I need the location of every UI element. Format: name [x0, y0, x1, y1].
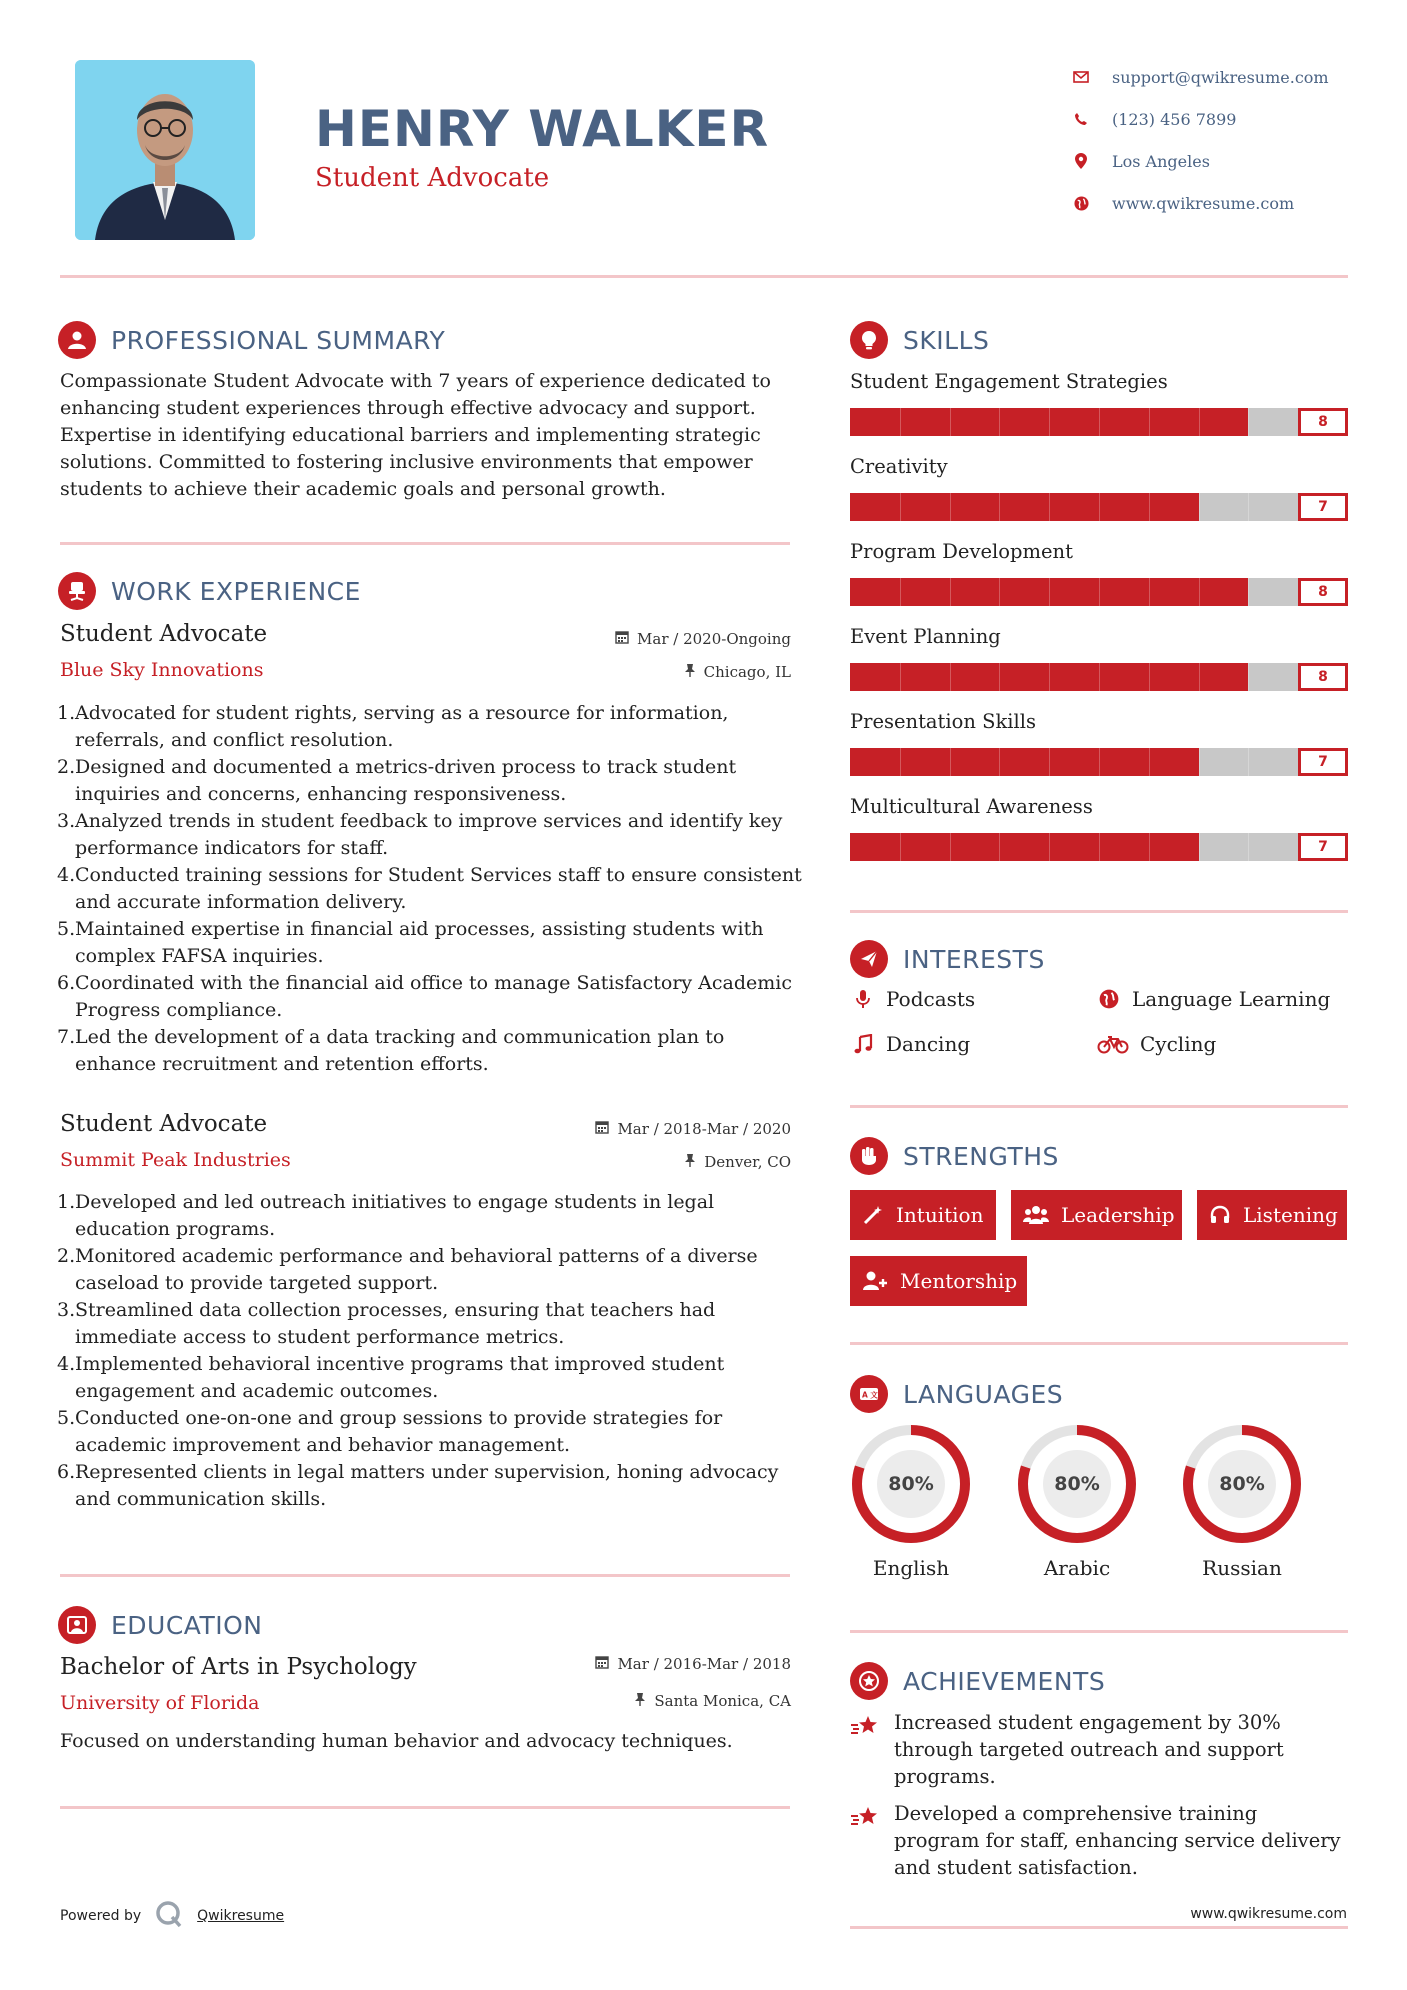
- pushpin-icon: [684, 663, 696, 681]
- footer-powered-by: [60, 1900, 284, 1932]
- skills-heading: [850, 321, 989, 359]
- calendar-icon: [595, 1120, 609, 1138]
- calendar-icon: [595, 1655, 609, 1673]
- paper-plane-icon: [850, 940, 888, 978]
- list-item: Coordinated with the financial aid office to manage Satisfactory Academic Progress compliance.: [75, 972, 793, 1021]
- job-1-location: [684, 663, 791, 681]
- languages-heading: [850, 1375, 1063, 1413]
- list-item: Analyzed trends in student feedback to improve services and identify key performance indicators for staff.: [75, 810, 783, 859]
- skill-bar: [850, 408, 1348, 436]
- skill-bar-segment: [1149, 748, 1150, 776]
- skill-bar-fill: [850, 748, 1199, 776]
- skill-score: 7: [1298, 493, 1348, 521]
- skill-score: 8: [1298, 663, 1348, 691]
- skill-label: Event Planning: [850, 625, 1001, 648]
- globe-icon: [1070, 192, 1092, 214]
- skill-bar-segment: [1049, 833, 1050, 861]
- education-heading-text: EDUCATION: [111, 1610, 263, 1640]
- user-icon: [58, 321, 96, 359]
- achievement-text: Increased student engagement by 30% through targeted outreach and support programs.: [894, 1711, 1284, 1788]
- experience-heading: [58, 572, 361, 610]
- education-divider: [60, 1806, 790, 1809]
- contact-phone[interactable]: [1070, 98, 1329, 140]
- skill-label: Presentation Skills: [850, 710, 1037, 733]
- skill-bar: [850, 578, 1348, 606]
- skill-bar: [850, 663, 1348, 691]
- job-2-location: [684, 1153, 791, 1171]
- skill-label: Multicultural Awareness: [850, 795, 1093, 818]
- skill-bar-segment: [950, 578, 951, 606]
- strength-leadership: [1011, 1190, 1182, 1240]
- candidate-title: Student Advocate: [315, 163, 550, 193]
- map-pin-icon: [1070, 150, 1092, 172]
- star-badge-icon: [850, 1662, 888, 1700]
- bicycle-icon: [1096, 1034, 1130, 1054]
- music-note-icon: [850, 1034, 876, 1054]
- skill-bar-segment: [1248, 493, 1249, 521]
- education-heading: [58, 1606, 263, 1644]
- job-2-items: [57, 1189, 802, 1513]
- skill-bar-segment: [1149, 578, 1150, 606]
- list-item: Developed and led outreach initiatives to engage students in legal education programs.: [75, 1191, 715, 1240]
- skill-label: Program Development: [850, 540, 1073, 563]
- skill-bar-segment: [1199, 833, 1200, 861]
- headphones-icon: [1209, 1204, 1231, 1226]
- list-item: Monitored academic performance and behavioral patterns of a diverse caseload to provide targeted support.: [75, 1245, 758, 1294]
- language-percent: 80%: [1219, 1473, 1265, 1495]
- list-item: Led the development of a data tracking and communication plan to enhance recruitment and retention efforts.: [75, 1026, 725, 1075]
- job-2-dates: [595, 1120, 791, 1138]
- job-1-dates: [615, 630, 791, 648]
- shooting-star-icon: [850, 1709, 882, 1790]
- phone-icon: [1070, 108, 1092, 130]
- summary-text: Compassionate Student Advocate with 7 years of experience dedicated to enhancing student experiences through effective advocacy and support. Expertise in identifying educational barriers and implementing strategic solutions. Committed to fostering inclusive environments that empower students to achieve their academic goals and personal growth.: [60, 370, 771, 500]
- contact-website[interactable]: [1070, 182, 1329, 224]
- header-divider: [60, 275, 1348, 278]
- job-1-dates-text: Mar / 2020-Ongoing: [637, 630, 791, 648]
- strengths-heading: [850, 1137, 1059, 1175]
- skill-bar-segment: [950, 493, 951, 521]
- language-name: Arabic: [1043, 1556, 1111, 1580]
- skill-bar-segment: [1149, 833, 1150, 861]
- skill-bar-segment: [1049, 408, 1050, 436]
- strength-label: Mentorship: [900, 1269, 1018, 1293]
- interests-divider: [850, 1105, 1348, 1108]
- skill-bar: [850, 493, 1348, 521]
- skill-bar-segment: [1099, 493, 1100, 521]
- qwikresume-link[interactable]: Qwikresume: [197, 1908, 285, 1924]
- skill-bar-segment: [1049, 493, 1050, 521]
- skill-bar-segment: [900, 748, 901, 776]
- experience-heading-text: WORK EXPERIENCE: [111, 576, 361, 606]
- job-2-title: Student Advocate: [60, 1111, 268, 1137]
- achievement-item: [850, 1800, 1348, 1881]
- microphone-icon: [850, 989, 876, 1009]
- education-school: University of Florida: [60, 1692, 260, 1714]
- job-2-location-text: Denver, CO: [704, 1153, 791, 1171]
- contact-location-text: Los Angeles: [1112, 151, 1210, 171]
- interest-language-learning: [1096, 987, 1330, 1011]
- globe-icon: [1096, 989, 1122, 1009]
- skill-bar-segment: [1099, 408, 1100, 436]
- list-item: Designed and documented a metrics-driven process to track student inquiries and concerns, enhancing responsiveness.: [75, 756, 737, 805]
- education-dates-text: Mar / 2016-Mar / 2018: [617, 1655, 791, 1673]
- skills-divider: [850, 910, 1348, 913]
- contact-location: [1070, 140, 1329, 182]
- users-icon: [1023, 1204, 1049, 1226]
- interest-podcasts: [850, 987, 975, 1011]
- pushpin-icon: [634, 1692, 646, 1710]
- skill-bar-segment: [950, 663, 951, 691]
- skill-bar-segment: [900, 578, 901, 606]
- skill-bar-segment: [1248, 663, 1249, 691]
- skill-bar-segment: [950, 748, 951, 776]
- languages-divider: [850, 1630, 1348, 1633]
- skill-bar-fill: [850, 493, 1199, 521]
- list-item: Advocated for student rights, serving as a resource for information, referrals, and conflict resolution.: [75, 702, 729, 751]
- graduation-icon: [58, 1606, 96, 1644]
- interest-cycling: [1096, 1032, 1216, 1056]
- skill-bar-segment: [999, 833, 1000, 861]
- skill-bar-segment: [999, 578, 1000, 606]
- language-percent: 80%: [1054, 1473, 1100, 1495]
- strengths-heading-text: STRENGTHS: [903, 1141, 1059, 1171]
- skill-bar-segment: [1099, 663, 1100, 691]
- summary-divider: [60, 542, 790, 545]
- job-1-location-text: Chicago, IL: [703, 663, 791, 681]
- job-1-title: Student Advocate: [60, 621, 268, 647]
- user-plus-icon: [862, 1270, 888, 1292]
- svg-text:A 文: A 文: [862, 1390, 878, 1400]
- skill-bar-segment: [900, 408, 901, 436]
- skill-label: Student Engagement Strategies: [850, 370, 1168, 393]
- education-text: Focused on understanding human behavior and advocacy techniques.: [60, 1730, 733, 1752]
- skill-score: 7: [1298, 833, 1348, 861]
- skill-bar-segment: [900, 833, 901, 861]
- experience-divider: [60, 1574, 790, 1577]
- skill-bar-segment: [900, 493, 901, 521]
- contact-email-text: support@qwikresume.com: [1112, 67, 1329, 87]
- job-1-items: [57, 700, 802, 1078]
- skill-bar-segment: [950, 833, 951, 861]
- profile-photo: [75, 60, 255, 240]
- interest-label: Language Learning: [1132, 987, 1331, 1011]
- skill-bar: [850, 748, 1348, 776]
- list-item: Conducted training sessions for Student Services staff to ensure consistent and accurate information delivery.: [75, 864, 802, 913]
- education-dates: [595, 1655, 791, 1673]
- skill-bar-segment: [1199, 493, 1200, 521]
- interest-label: Cycling: [1140, 1032, 1217, 1056]
- skill-bar-segment: [1199, 408, 1200, 436]
- skill-bar-segment: [1099, 578, 1100, 606]
- skills-heading-text: SKILLS: [903, 325, 990, 355]
- pushpin-icon: [684, 1153, 696, 1171]
- interests-heading: [850, 940, 1045, 978]
- interest-label: Dancing: [886, 1032, 971, 1056]
- lightbulb-icon: [850, 321, 888, 359]
- office-chair-icon: [58, 572, 96, 610]
- summary-heading: [58, 321, 445, 359]
- skill-bar-segment: [1199, 663, 1200, 691]
- skill-bar-segment: [1199, 578, 1200, 606]
- calendar-icon: [615, 630, 629, 648]
- powered-by-text: Powered by: [60, 1908, 142, 1924]
- interest-label: Podcasts: [886, 987, 976, 1011]
- skill-bar-segment: [950, 408, 951, 436]
- list-item: Maintained expertise in financial aid processes, assisting students with complex FAFSA inquiries.: [75, 918, 764, 967]
- skill-bar-segment: [1149, 493, 1150, 521]
- education-location: [634, 1692, 791, 1710]
- strength-label: Intuition: [896, 1203, 984, 1227]
- job-1-company: Blue Sky Innovations: [60, 659, 264, 681]
- skill-bar-segment: [1149, 408, 1150, 436]
- contact-email[interactable]: [1070, 56, 1329, 98]
- skill-bar-segment: [1099, 748, 1100, 776]
- shooting-star-icon: [850, 1800, 882, 1881]
- skill-bar-segment: [999, 663, 1000, 691]
- list-item: Streamlined data collection processes, ensuring that teachers had immediate access to student performance metrics.: [75, 1299, 716, 1348]
- footer-url[interactable]: www.qwikresume.com: [1190, 1906, 1347, 1922]
- strength-mentorship: [850, 1256, 1027, 1306]
- achievement-text: Developed a comprehensive training program for staff, enhancing service delivery and student satisfaction.: [894, 1802, 1341, 1879]
- skill-bar-segment: [1248, 578, 1249, 606]
- skill-bar-segment: [1049, 663, 1050, 691]
- language-percent: 80%: [888, 1473, 934, 1495]
- skill-bar-segment: [900, 663, 901, 691]
- language-icon: [850, 1375, 888, 1413]
- language-name: Russian: [1202, 1556, 1282, 1580]
- summary-heading-text: PROFESSIONAL SUMMARY: [111, 325, 446, 355]
- education-location-text: Santa Monica, CA: [654, 1692, 791, 1710]
- skill-bar-fill: [850, 833, 1199, 861]
- skill-bar-segment: [1248, 748, 1249, 776]
- strength-intuition: [850, 1190, 996, 1240]
- language-name: English: [872, 1556, 950, 1580]
- skill-bar-segment: [999, 408, 1000, 436]
- education-degree: Bachelor of Arts in Psychology: [60, 1654, 417, 1680]
- skill-bar: [850, 833, 1348, 861]
- languages-heading-text: LANGUAGES: [903, 1379, 1064, 1409]
- interests-heading-text: INTERESTS: [903, 944, 1045, 974]
- list-item: Implemented behavioral incentive programs that improved student engagement and academic outcomes.: [75, 1353, 725, 1402]
- skill-bar-segment: [1199, 748, 1200, 776]
- envelope-icon: [1070, 66, 1092, 88]
- contact-website-text: www.qwikresume.com: [1112, 193, 1295, 213]
- candidate-name: HENRY WALKER: [315, 100, 770, 158]
- skill-bar-segment: [1049, 748, 1050, 776]
- skill-bar-segment: [1149, 663, 1150, 691]
- skill-bar-segment: [999, 748, 1000, 776]
- job-2-company: Summit Peak Industries: [60, 1149, 291, 1171]
- skill-bar-segment: [999, 493, 1000, 521]
- strength-label: Leadership: [1061, 1203, 1175, 1227]
- skill-bar-segment: [1049, 578, 1050, 606]
- contact-phone-text: (123) 456 7899: [1112, 109, 1237, 129]
- skill-bar-segment: [1248, 408, 1249, 436]
- achievements-heading-text: ACHIEVEMENTS: [903, 1666, 1106, 1696]
- magic-wand-icon: [862, 1204, 884, 1226]
- qwikresume-logo-icon: [155, 1900, 183, 1932]
- strength-label: Listening: [1243, 1203, 1338, 1227]
- interest-dancing: [850, 1032, 970, 1056]
- achievement-item: [850, 1709, 1348, 1790]
- skill-bar-segment: [1248, 833, 1249, 861]
- job-2-dates-text: Mar / 2018-Mar / 2020: [617, 1120, 791, 1138]
- skill-label: Creativity: [850, 455, 948, 478]
- footer-divider: [850, 1926, 1348, 1929]
- skill-score: 8: [1298, 578, 1348, 606]
- list-item: Conducted one-on-one and group sessions to provide strategies for academic improvement and behavior management.: [75, 1407, 723, 1456]
- skill-score: 7: [1298, 748, 1348, 776]
- fist-icon: [850, 1137, 888, 1175]
- list-item: Represented clients in legal matters under supervision, honing advocacy and communication skills.: [75, 1461, 779, 1510]
- skill-bar-segment: [1099, 833, 1100, 861]
- strengths-divider: [850, 1342, 1348, 1345]
- skill-score: 8: [1298, 408, 1348, 436]
- contact-list: [1070, 56, 1329, 224]
- achievements-heading: [850, 1662, 1105, 1700]
- strength-listening: [1197, 1190, 1347, 1240]
